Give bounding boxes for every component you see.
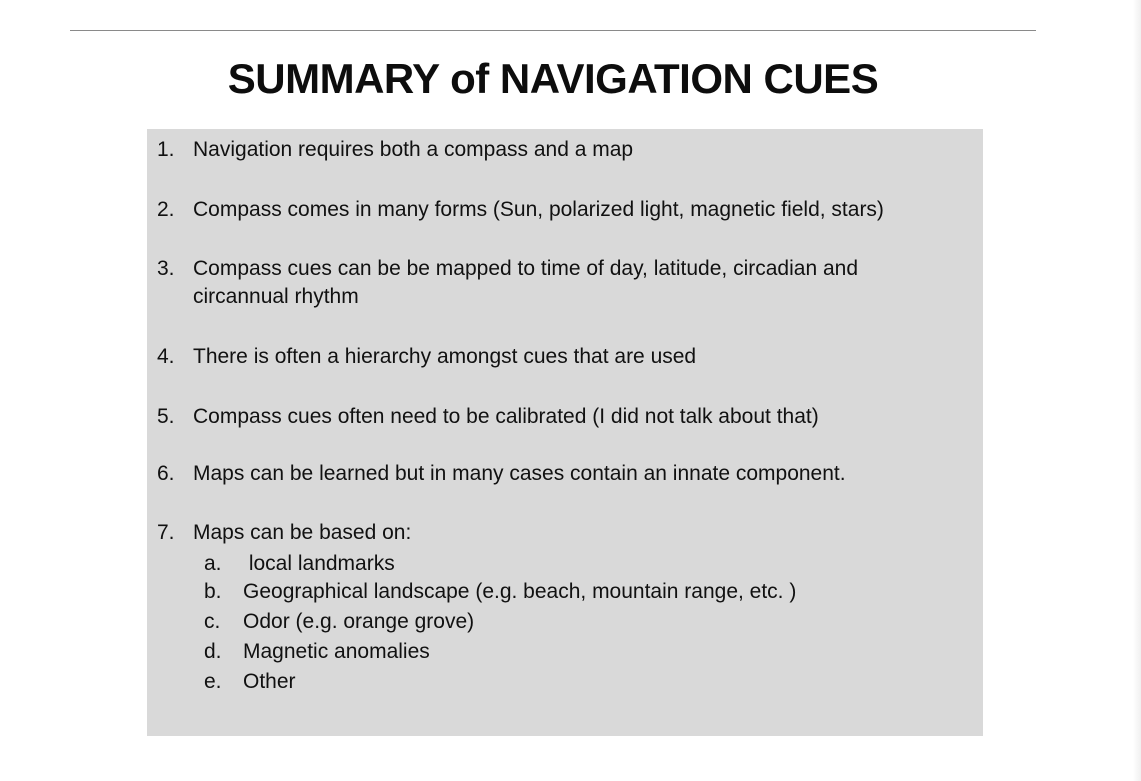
sub-item-d — [204, 638, 943, 666]
list-item-text: Compass cues can be be mapped to time of day, latitude, circadian and circannual rhythm — [193, 257, 858, 308]
list-item-text: There is often a hierarchy amongst cues that are used — [193, 345, 697, 368]
sub-item-e — [204, 668, 943, 696]
list-item-text: Maps can be based on: — [193, 521, 412, 544]
list-item-text: Navigation requires both a compass and a map — [193, 138, 634, 161]
list-item-text: Compass cues often need to be calibrated (I did not talk about that) — [193, 405, 819, 428]
top-divider — [70, 30, 1036, 31]
list-item-number: 1. — [157, 138, 175, 161]
list-item-number: 3. — [157, 257, 175, 280]
list-item-number: 2. — [157, 198, 175, 221]
right-edge-shadow — [1133, 0, 1141, 781]
sub-item-text: Geographical landscape (e.g. beach, mountain range, etc. ) — [243, 580, 797, 603]
list-item-4 — [157, 343, 953, 371]
sub-item-b — [204, 578, 943, 606]
sub-item-text: Odor (e.g. orange grove) — [243, 610, 475, 633]
list-item-6 — [157, 460, 953, 488]
list-item-number: 6. — [157, 462, 175, 485]
sub-item-letter: d. — [204, 640, 222, 663]
list-item-number: 4. — [157, 345, 175, 368]
sub-item-text: local landmarks — [243, 552, 395, 575]
summary-list-box — [147, 129, 983, 736]
sub-item-text: Other — [243, 670, 296, 693]
sub-item-letter: b. — [204, 580, 222, 603]
sub-item-c — [204, 608, 943, 636]
list-item-7 — [157, 519, 953, 547]
list-item-number: 7. — [157, 521, 175, 544]
slide-title: SUMMARY of NAVIGATION CUES — [227, 55, 879, 102]
list-item-5 — [157, 403, 953, 431]
sub-item-text: Magnetic anomalies — [243, 640, 430, 663]
list-item-3 — [157, 255, 913, 311]
sub-item-letter: a. — [204, 552, 222, 575]
list-item-text: Maps can be learned but in many cases contain an innate component. — [193, 462, 846, 485]
sub-item-letter: e. — [204, 670, 222, 693]
list-item-1 — [157, 136, 953, 164]
sub-item-letter: c. — [204, 610, 221, 633]
list-item-text: Compass comes in many forms (Sun, polarized light, magnetic field, stars) — [193, 198, 884, 221]
sub-item-a — [204, 550, 943, 578]
list-item-2 — [157, 196, 953, 224]
list-item-number: 5. — [157, 405, 175, 428]
